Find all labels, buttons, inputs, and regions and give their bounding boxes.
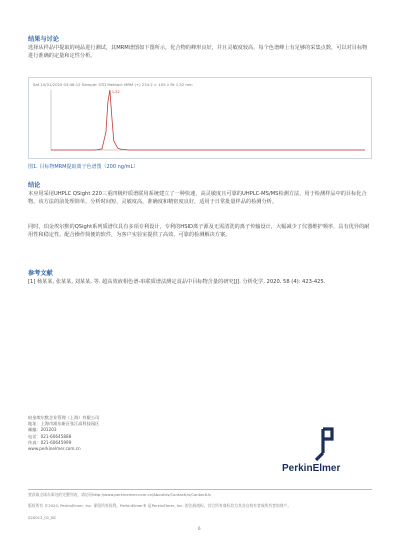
perkinelmer-logo-icon [310, 427, 340, 461]
peak-retention-label: 1.52 [111, 90, 120, 94]
summary-paragraph-1: 本应用采用UHPLC QSight 220三重四极杆质谱联用系统建立了一种快速、高灵敏度且可靠的UHPLC-MS/MS检测方法，用于检测样品中的目标化合物。该方法的前处理简单，分析时间短，灵敏度高，准确度和精密度良好，适用于日常批量样品的检测分析。 [28, 191, 367, 205]
address-line: 传真：021-60645999 [28, 439, 72, 445]
perkinelmer-logo-text: PerkinElmer [282, 463, 341, 474]
address-line: 地址：上海市浦东新区张江高科技园区 [28, 421, 100, 427]
reference-item-1: [1] 杨某某, 张某某, 刘某某, 等. 超高效液相色谱-串联质谱法测定食品中目标物含量的研究[J]. 分析化学, 2020, 58 (4): 423-425. [28, 279, 326, 285]
copyright-notice: 版权所有 ©2020, PerkinElmer, Inc. 保留所有权利。PerkinElmer® 是PerkinElmer, Inc. 的注册商标。其它所有商标均为其各自持有者或所有者的财产。 [28, 503, 292, 508]
chromatogram-trace [51, 90, 365, 150]
summary-heading: 结论 [28, 182, 41, 189]
address-line: 邮编：201203 [28, 427, 57, 433]
address-line: 电话：021-60645888 [28, 433, 72, 439]
perkinelmer-logo [282, 427, 374, 477]
figure-caption: 图1. 目标物MRM提取离子色谱图（200 ng/mL） [28, 164, 139, 170]
results-heading: 结果与讨论 [28, 36, 59, 43]
chromatogram-figure [28, 77, 372, 159]
address-line: 珀金埃尔默企业管理（上海）有限公司 [28, 415, 100, 420]
chromatogram-header: Sat 10/31/2020 03:48:12 Sample: STD Method: MRM (+) 234.2 > 105.1 Rt 1.52 min [33, 82, 193, 87]
company-address-block [28, 415, 99, 452]
page-number: 6 [198, 526, 201, 531]
office-list-note: 要获取全球办事处的完整列表，请访问http://www.perkinelmer.com.cn/AboutUs/ContactUs/ContactUs [28, 492, 211, 497]
results-paragraph: 选择从样品中提取的纯品进行测试，其MRM谱图如下图所示，化合物的峰形良好，并且灵敏度较高，每个色谱峰上有足够的采集点数，可以对目标物进行准确的定量和定性分析。 [28, 45, 368, 59]
document-code: 020012_01_BC [28, 515, 57, 520]
chromatogram-plot [29, 78, 373, 160]
summary-paragraph-2: 同时，珀金埃尔默的QSight系列质谱仪具有多项专利设计，专利的HSID离子源及无需清洗的离子传输设计，大幅减少了仪器维护频率，具有优异的耐用性和稳定性。配合操作简便的软件，为客户实验室提供了高效、可靠的检测解决方案。 [28, 224, 370, 238]
address-line: www.perkinelmer.com.cn [28, 446, 81, 452]
footer-divider [28, 489, 372, 490]
references-heading: 参考文献 [28, 270, 53, 277]
